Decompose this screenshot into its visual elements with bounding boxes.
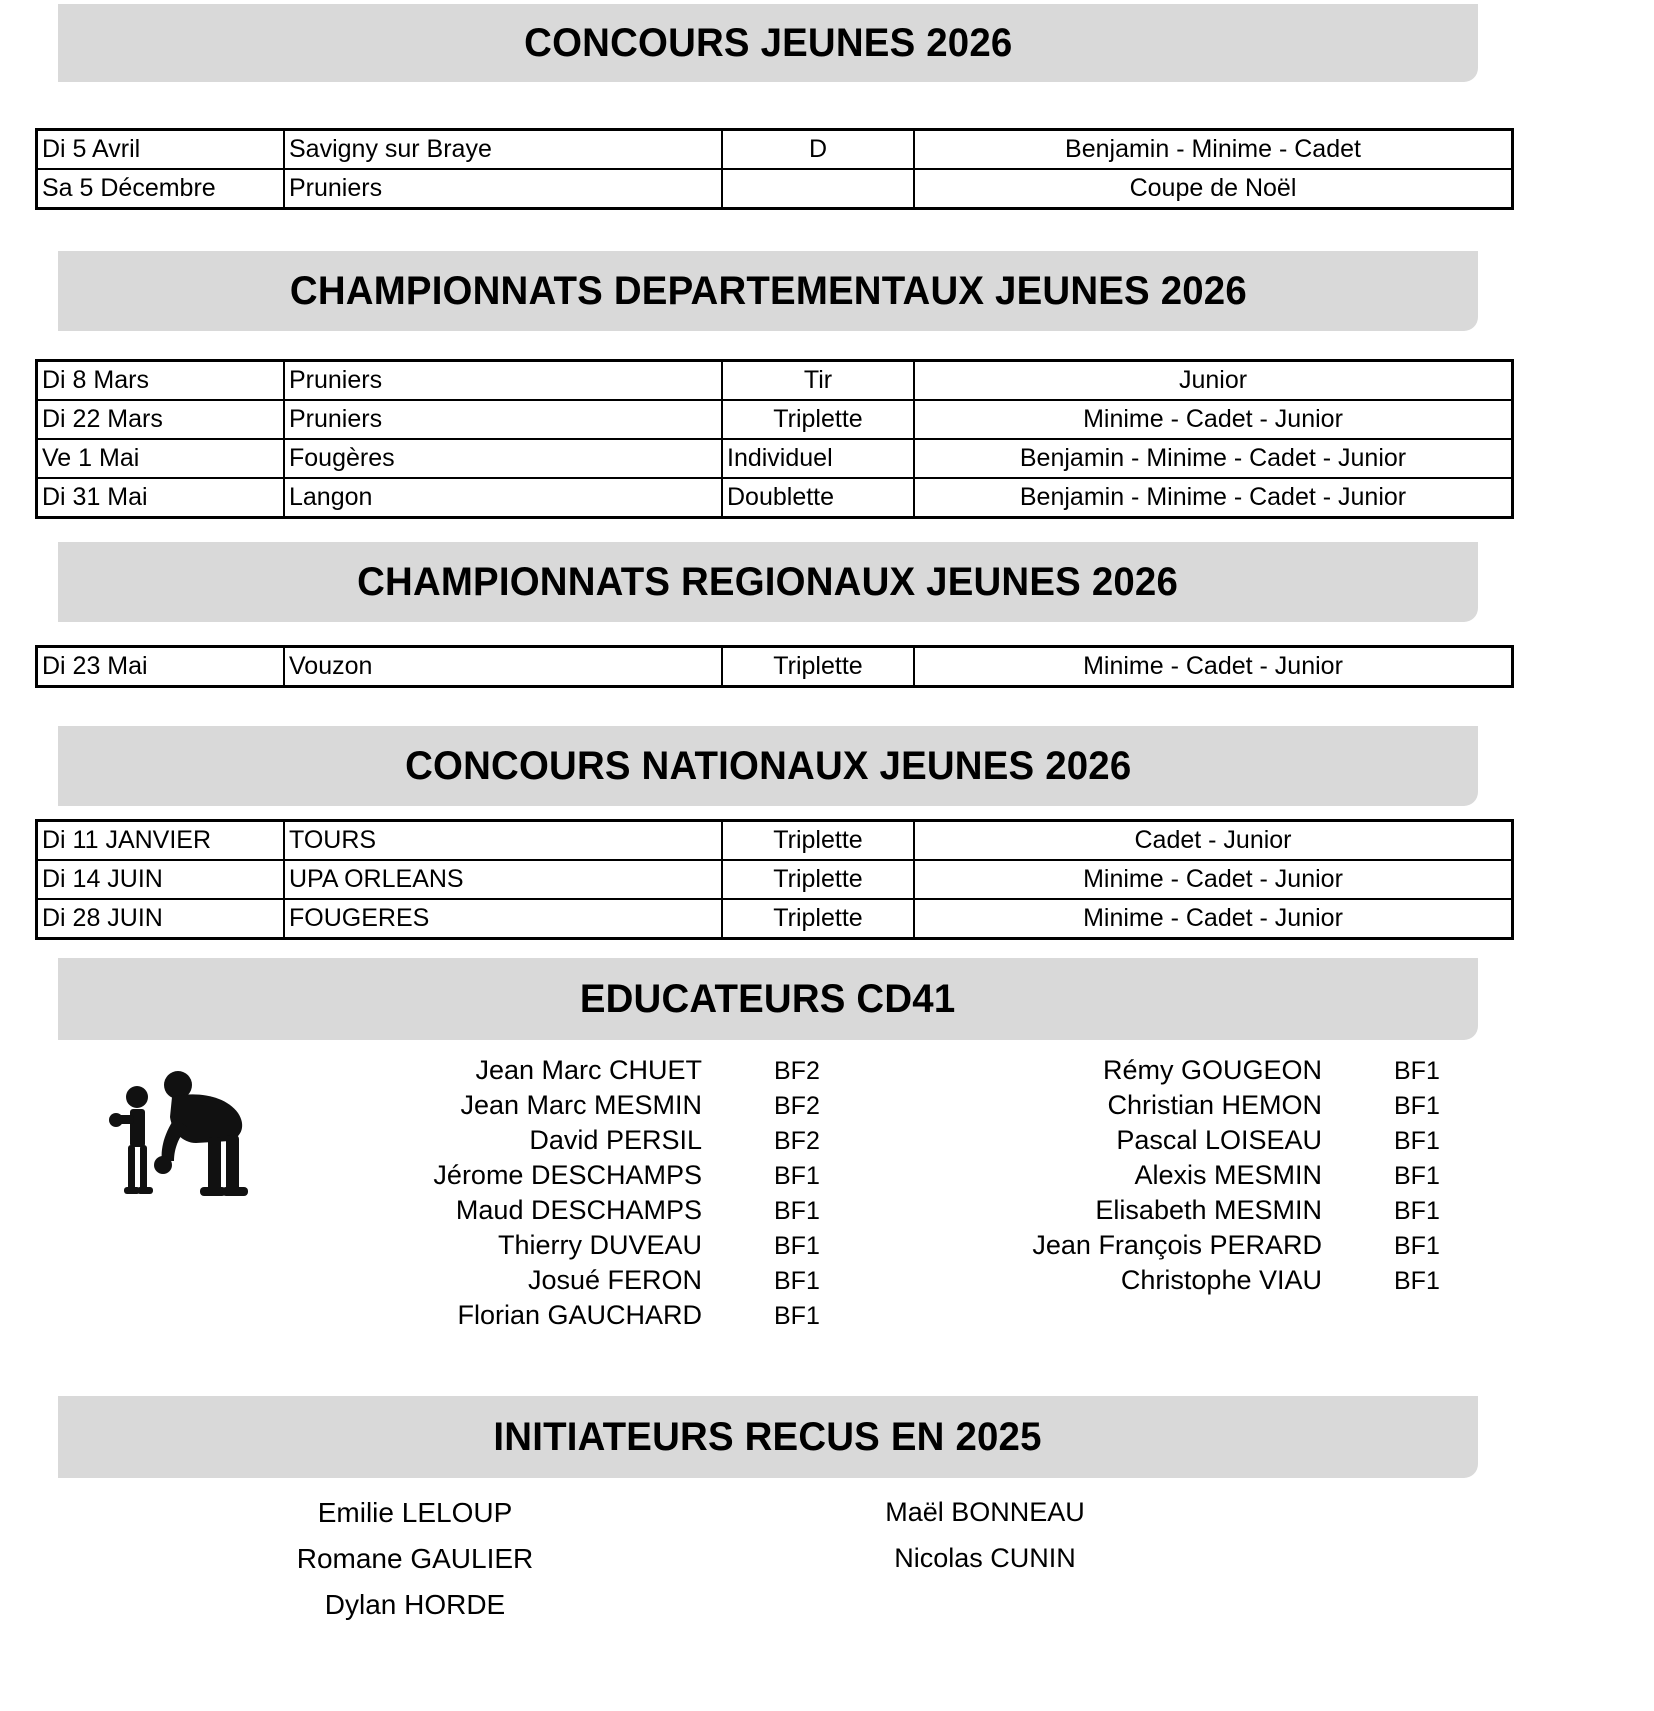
educator-row (300, 1300, 920, 1335)
cell-date: Di 8 Mars (37, 361, 285, 401)
educator-name: David PERSIL (529, 1125, 702, 1155)
section-title: INITIATEURS RECUS EN 2025 (493, 1414, 1043, 1459)
section-banner-championnats-departementaux (58, 251, 1478, 331)
educator-badge: BF1 (774, 1232, 820, 1260)
cell-date: Di 5 Avril (37, 130, 285, 170)
cell-type: Doublette (722, 478, 914, 518)
cell-type: Individuel (722, 439, 914, 478)
educator-row (920, 1055, 1540, 1090)
educator-row (300, 1160, 920, 1195)
educator-name: Jean François PERARD (1032, 1230, 1322, 1260)
table-row (37, 361, 1513, 401)
cell-venue: Pruniers (284, 169, 722, 209)
educator-row (920, 1265, 1540, 1300)
cell-categories: Minime - Cadet - Junior (914, 647, 1513, 687)
cell-categories: Benjamin - Minime - Cadet - Junior (914, 439, 1513, 478)
educators-column-right (920, 1055, 1540, 1335)
cell-venue: Savigny sur Braye (284, 130, 722, 170)
table-row (37, 821, 1513, 861)
cell-venue: UPA ORLEANS (284, 860, 722, 899)
cell-date: Ve 1 Mai (37, 439, 285, 478)
educator-row (300, 1090, 920, 1125)
initiators-section (0, 1497, 1654, 1711)
cell-type: Triplette (722, 821, 914, 861)
table-row (37, 400, 1513, 439)
educator-name: Maud DESCHAMPS (455, 1195, 702, 1225)
educator-row (920, 1125, 1540, 1160)
section-banner-concours-jeunes (58, 4, 1478, 82)
initiators-column-right (700, 1497, 1270, 1635)
cell-venue: TOURS (284, 821, 722, 861)
schedule-table-concours-nationaux (35, 819, 1514, 940)
educators-column-left (300, 1055, 920, 1335)
table-row (37, 439, 1513, 478)
educator-badge: BF1 (774, 1197, 820, 1225)
cell-categories: Minime - Cadet - Junior (914, 860, 1513, 899)
educator-name: Alexis MESMIN (1134, 1160, 1322, 1190)
section-title: CHAMPIONNATS REGIONAUX JEUNES 2026 (357, 559, 1179, 604)
educator-name: Jean Marc MESMIN (460, 1090, 702, 1120)
educator-row (920, 1230, 1540, 1265)
educator-badge: BF1 (1394, 1197, 1440, 1225)
schedule-table-concours-jeunes (35, 128, 1514, 210)
educator-name: Pascal LOISEAU (1116, 1125, 1322, 1155)
section-banner-initiateurs (58, 1396, 1478, 1478)
educator-row (920, 1195, 1540, 1230)
initiator-name: Dylan HORDE (324, 1589, 506, 1620)
initiators-columns (130, 1497, 1330, 1635)
table-row (37, 647, 1513, 687)
table-row (37, 478, 1513, 518)
educator-badge: BF2 (774, 1057, 820, 1085)
educator-name: Jean Marc CHUET (475, 1055, 702, 1085)
cell-type: Triplette (722, 647, 914, 687)
section-title: CONCOURS JEUNES 2026 (523, 20, 1013, 65)
educator-badge: BF1 (1394, 1267, 1440, 1295)
cell-venue: Vouzon (284, 647, 722, 687)
educators-columns (300, 1055, 1640, 1335)
cell-venue: FOUGERES (284, 899, 722, 939)
cell-date: Di 14 JUIN (37, 860, 285, 899)
cell-categories: Benjamin - Minime - Cadet (914, 130, 1513, 170)
educator-row (300, 1265, 920, 1300)
educator-badge: BF1 (1394, 1232, 1440, 1260)
educator-row (300, 1195, 920, 1230)
cell-categories: Minime - Cadet - Junior (914, 899, 1513, 939)
initiator-name: Maël BONNEAU (885, 1497, 1085, 1527)
educator-name: Elisabeth MESMIN (1095, 1195, 1322, 1225)
initiator-name: Emilie LELOUP (317, 1497, 513, 1528)
cell-type: Triplette (722, 400, 914, 439)
cell-date: Sa 5 Décembre (37, 169, 285, 209)
cell-venue: Fougères (284, 439, 722, 478)
section-title: CONCOURS NATIONAUX JEUNES 2026 (404, 743, 1132, 788)
section-banner-championnats-regionaux (58, 542, 1478, 622)
cell-type: Tir (722, 361, 914, 401)
section-banner-concours-nationaux (58, 726, 1478, 806)
petanque-player-icon (100, 1065, 275, 1225)
educator-badge: BF1 (1394, 1127, 1440, 1155)
schedule-table-championnats-departementaux (35, 359, 1514, 519)
initiators-column-left (130, 1497, 700, 1635)
cell-type: D (722, 130, 914, 170)
educator-badge: BF1 (1394, 1092, 1440, 1120)
section-title: EDUCATEURS CD41 (580, 976, 956, 1021)
table-row (37, 860, 1513, 899)
educator-badge: BF1 (1394, 1162, 1440, 1190)
cell-venue: Pruniers (284, 361, 722, 401)
section-title: CHAMPIONNATS DEPARTEMENTAUX JEUNES 2026 (289, 268, 1247, 313)
initiator-name: Nicolas CUNIN (894, 1543, 1076, 1573)
table-row (37, 899, 1513, 939)
schedule-table-championnats-regionaux (35, 645, 1514, 688)
educator-name: Christophe VIAU (1120, 1265, 1322, 1295)
cell-date: Di 23 Mai (37, 647, 285, 687)
educator-name: Josué FERON (527, 1265, 702, 1295)
educator-badge: BF2 (774, 1127, 820, 1155)
educator-badge: BF2 (774, 1092, 820, 1120)
educator-row (920, 1160, 1540, 1195)
cell-categories: Benjamin - Minime - Cadet - Junior (914, 478, 1513, 518)
table-row (37, 130, 1513, 170)
cell-categories: Minime - Cadet - Junior (914, 400, 1513, 439)
cell-categories: Coupe de Noël (914, 169, 1513, 209)
cell-date: Di 22 Mars (37, 400, 285, 439)
educator-badge: BF1 (774, 1162, 820, 1190)
educator-name: Jérome DESCHAMPS (433, 1160, 702, 1190)
educator-row (300, 1125, 920, 1160)
educator-badge: BF1 (774, 1267, 820, 1295)
cell-date: Di 28 JUIN (37, 899, 285, 939)
educator-badge: BF1 (774, 1302, 820, 1330)
initiator-name: Romane GAULIER (296, 1543, 534, 1574)
educator-badge: BF1 (1394, 1057, 1440, 1085)
cell-date: Di 31 Mai (37, 478, 285, 518)
section-banner-educateurs (58, 958, 1478, 1040)
educator-row (300, 1055, 920, 1090)
cell-type: Triplette (722, 860, 914, 899)
cell-venue: Pruniers (284, 400, 722, 439)
educators-section (0, 1055, 1654, 1365)
table-row (37, 169, 1513, 209)
cell-categories: Cadet - Junior (914, 821, 1513, 861)
educator-name: Rémy GOUGEON (1102, 1055, 1322, 1085)
cell-type (722, 169, 914, 209)
cell-categories: Junior (914, 361, 1513, 401)
cell-venue: Langon (284, 478, 722, 518)
educator-name: Thierry DUVEAU (497, 1230, 702, 1260)
educator-row (300, 1230, 920, 1265)
educator-name: Florian GAUCHARD (457, 1300, 702, 1330)
educator-row (920, 1090, 1540, 1125)
educator-name: Christian HEMON (1107, 1090, 1322, 1120)
cell-type: Triplette (722, 899, 914, 939)
cell-date: Di 11 JANVIER (37, 821, 285, 861)
